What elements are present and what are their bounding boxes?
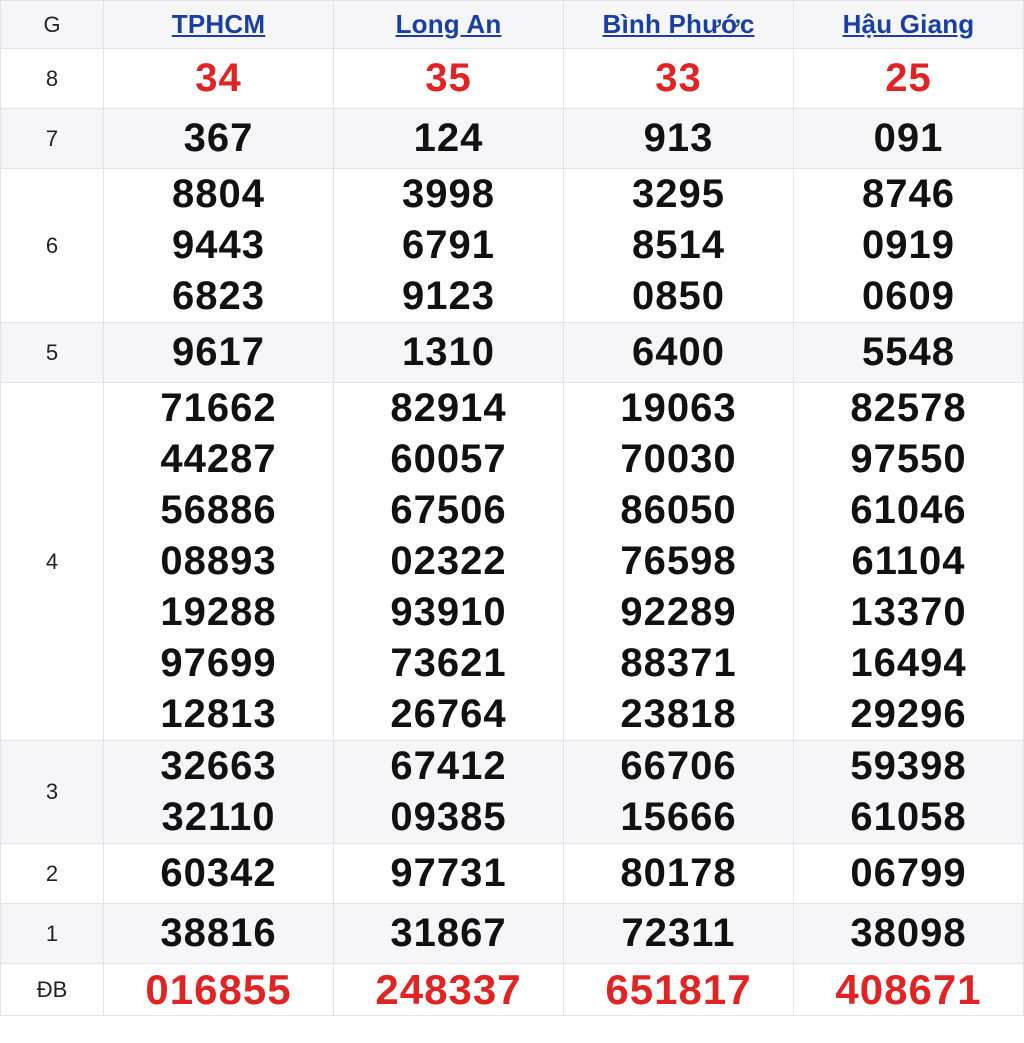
province-link-tphcm[interactable]: TPHCM <box>171 9 266 39</box>
result-cell <box>564 169 794 323</box>
result-number: 61058 <box>850 795 967 839</box>
province-header-cell <box>794 1 1024 49</box>
result-number: 0609 <box>862 274 955 318</box>
result-number: 73621 <box>390 641 507 685</box>
prize-row <box>1 844 1024 904</box>
result-cell <box>794 904 1024 964</box>
result-number: 5548 <box>862 330 955 374</box>
result-cell <box>564 904 794 964</box>
prize-table-body <box>1 49 1024 1016</box>
result-number: 97699 <box>160 641 277 685</box>
result-cell <box>564 49 794 109</box>
result-number: 60057 <box>390 437 507 481</box>
result-cell <box>104 844 334 904</box>
province-link-long-an[interactable]: Long An <box>395 9 502 39</box>
result-cell <box>564 383 794 741</box>
result-cell <box>334 49 564 109</box>
result-number: 25 <box>885 56 932 100</box>
prize-row <box>1 904 1024 964</box>
result-cell <box>334 844 564 904</box>
prize-label: 2 <box>1 844 104 904</box>
result-number: 913 <box>643 116 714 160</box>
result-number: 56886 <box>160 488 277 532</box>
result-cell <box>564 741 794 844</box>
result-number: 32663 <box>160 744 277 788</box>
result-cell <box>334 383 564 741</box>
prize-row <box>1 49 1024 109</box>
prize-label: 7 <box>1 109 104 169</box>
result-number: 67506 <box>390 488 507 532</box>
result-number: 3998 <box>402 172 495 216</box>
prize-row <box>1 741 1024 844</box>
result-cell <box>334 741 564 844</box>
result-number: 71662 <box>160 386 277 430</box>
result-number: 70030 <box>620 437 737 481</box>
result-cell <box>794 323 1024 383</box>
result-cell <box>564 109 794 169</box>
result-number: 6791 <box>402 223 495 267</box>
result-number: 0919 <box>862 223 955 267</box>
prize-row <box>1 964 1024 1016</box>
result-cell <box>334 109 564 169</box>
result-number: 651817 <box>605 966 752 1013</box>
province-header-cell <box>564 1 794 49</box>
result-cell <box>104 741 334 844</box>
prize-label: 6 <box>1 169 104 323</box>
province-link-hau-giang[interactable]: Hậu Giang <box>842 9 975 39</box>
result-number: 92289 <box>620 590 737 634</box>
result-number: 9617 <box>172 330 265 374</box>
result-cell <box>104 109 334 169</box>
result-number: 02322 <box>390 539 507 583</box>
result-number: 12813 <box>160 692 277 736</box>
result-number: 76598 <box>620 539 737 583</box>
result-number: 8746 <box>862 172 955 216</box>
result-cell <box>104 964 334 1016</box>
province-link-binh-phuoc[interactable]: Bình Phước <box>602 9 755 39</box>
result-number: 3295 <box>632 172 725 216</box>
header-row <box>1 1 1024 49</box>
result-number: 6400 <box>632 330 725 374</box>
result-number: 31867 <box>390 911 507 955</box>
result-number: 8804 <box>172 172 265 216</box>
result-number: 67412 <box>390 744 507 788</box>
prize-label: 3 <box>1 741 104 844</box>
result-number: 1310 <box>402 330 495 374</box>
result-number: 19288 <box>160 590 277 634</box>
result-number: 35 <box>425 56 472 100</box>
prize-row <box>1 169 1024 323</box>
result-cell <box>104 49 334 109</box>
result-cell <box>104 323 334 383</box>
result-number: 124 <box>413 116 484 160</box>
result-cell <box>104 383 334 741</box>
result-number: 72311 <box>621 911 736 955</box>
result-number: 16494 <box>850 641 967 685</box>
result-number: 38816 <box>160 911 277 955</box>
result-cell <box>794 741 1024 844</box>
prize-row <box>1 383 1024 741</box>
result-number: 82578 <box>850 386 967 430</box>
result-number: 66706 <box>620 744 737 788</box>
result-number: 33 <box>655 56 702 100</box>
result-number: 60342 <box>160 851 277 895</box>
prize-label: 1 <box>1 904 104 964</box>
result-number: 248337 <box>375 966 522 1013</box>
prize-label: 8 <box>1 49 104 109</box>
result-number: 32110 <box>161 795 276 839</box>
prize-column-header: G <box>1 1 104 49</box>
prize-label: 5 <box>1 323 104 383</box>
result-number: 80178 <box>620 851 737 895</box>
result-cell <box>564 844 794 904</box>
result-cell <box>794 169 1024 323</box>
result-number: 97550 <box>850 437 967 481</box>
result-number: 9123 <box>402 274 495 318</box>
result-number: 59398 <box>850 744 967 788</box>
result-number: 88371 <box>620 641 737 685</box>
result-number: 86050 <box>620 488 737 532</box>
result-number: 61046 <box>850 488 967 532</box>
result-number: 23818 <box>620 692 737 736</box>
result-number: 26764 <box>390 692 507 736</box>
prize-row <box>1 109 1024 169</box>
result-number: 09385 <box>390 795 507 839</box>
result-number: 44287 <box>160 437 277 481</box>
result-cell <box>334 169 564 323</box>
province-header-cell <box>104 1 334 49</box>
result-number: 091 <box>873 116 944 160</box>
result-cell <box>794 49 1024 109</box>
result-number: 13370 <box>850 590 967 634</box>
prize-label: ĐB <box>1 964 104 1016</box>
result-number: 15666 <box>620 795 737 839</box>
result-cell <box>334 964 564 1016</box>
result-cell <box>794 383 1024 741</box>
province-header-cell <box>334 1 564 49</box>
result-number: 0850 <box>632 274 725 318</box>
result-cell <box>794 964 1024 1016</box>
result-number: 34 <box>195 56 242 100</box>
result-cell <box>794 844 1024 904</box>
result-number: 82914 <box>390 386 507 430</box>
result-cell <box>564 964 794 1016</box>
prize-label: 4 <box>1 383 104 741</box>
result-number: 016855 <box>145 966 292 1013</box>
result-number: 408671 <box>835 966 982 1013</box>
result-number: 38098 <box>850 911 967 955</box>
result-cell <box>334 904 564 964</box>
result-number: 9443 <box>172 223 265 267</box>
result-number: 93910 <box>390 590 507 634</box>
result-number: 367 <box>183 116 254 160</box>
result-number: 6823 <box>172 274 265 318</box>
prize-row <box>1 323 1024 383</box>
result-number: 97731 <box>390 851 507 895</box>
result-cell <box>564 323 794 383</box>
result-number: 61104 <box>851 539 966 583</box>
result-cell <box>104 169 334 323</box>
result-cell <box>794 109 1024 169</box>
result-number: 08893 <box>160 539 277 583</box>
result-cell <box>104 904 334 964</box>
result-cell <box>334 323 564 383</box>
result-number: 8514 <box>632 223 725 267</box>
result-number: 19063 <box>620 386 737 430</box>
result-number: 29296 <box>850 692 967 736</box>
result-number: 06799 <box>850 851 967 895</box>
